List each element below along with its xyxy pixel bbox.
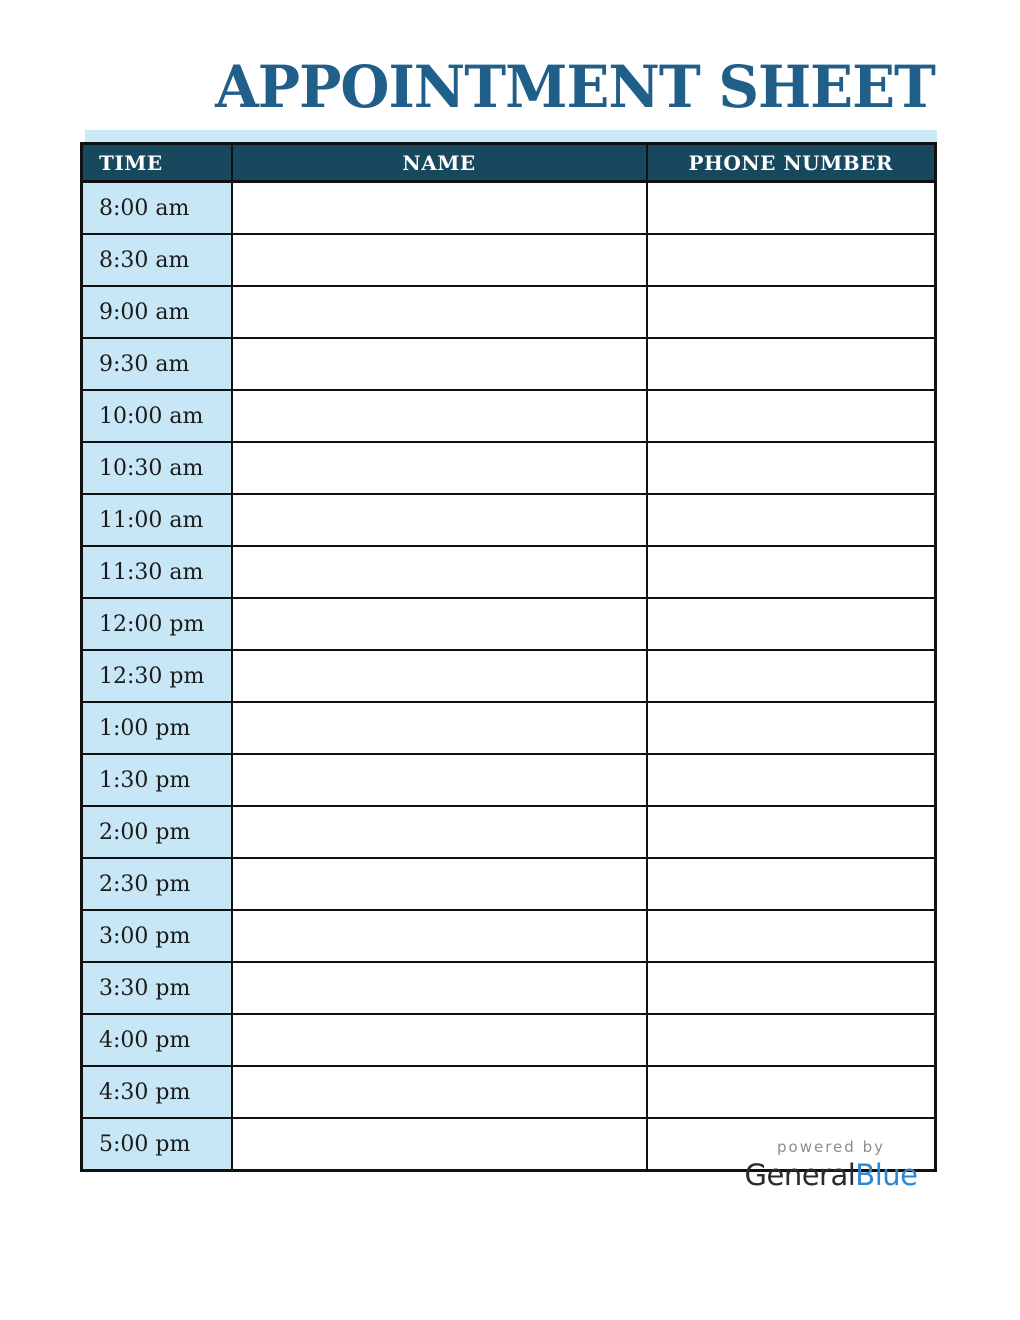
phone-cell[interactable] xyxy=(647,598,936,650)
brand-general: General xyxy=(744,1158,856,1192)
table-row xyxy=(82,754,936,806)
table-row xyxy=(82,546,936,598)
name-cell[interactable] xyxy=(232,442,647,494)
phone-cell[interactable] xyxy=(647,442,936,494)
table-row xyxy=(82,442,936,494)
phone-cell[interactable] xyxy=(647,650,936,702)
name-cell[interactable] xyxy=(232,1066,647,1118)
time-cell: 11:00 am xyxy=(82,494,232,546)
column-header-phone: PHONE NUMBER xyxy=(647,144,936,182)
table-row xyxy=(82,1014,936,1066)
table-row xyxy=(82,286,936,338)
name-cell[interactable] xyxy=(232,286,647,338)
name-cell[interactable] xyxy=(232,650,647,702)
time-cell: 10:00 am xyxy=(82,390,232,442)
powered-by-label: powered by xyxy=(777,1138,885,1156)
time-cell: 11:30 am xyxy=(82,546,232,598)
table-row xyxy=(82,338,936,390)
time-cell: 8:30 am xyxy=(82,234,232,286)
table-row xyxy=(82,234,936,286)
time-cell: 8:00 am xyxy=(82,182,232,235)
time-cell: 3:30 pm xyxy=(82,962,232,1014)
time-cell: 2:30 pm xyxy=(82,858,232,910)
phone-cell[interactable] xyxy=(647,234,936,286)
table-row xyxy=(82,702,936,754)
name-cell[interactable] xyxy=(232,962,647,1014)
header-row xyxy=(82,144,936,182)
page-title: APPOINTMENT SHEET xyxy=(215,53,935,121)
phone-cell[interactable] xyxy=(647,754,936,806)
name-cell[interactable] xyxy=(232,806,647,858)
name-cell[interactable] xyxy=(232,1014,647,1066)
name-cell[interactable] xyxy=(232,1118,647,1171)
phone-cell[interactable] xyxy=(647,1066,936,1118)
name-cell[interactable] xyxy=(232,338,647,390)
time-cell: 3:00 pm xyxy=(82,910,232,962)
time-cell: 12:00 pm xyxy=(82,598,232,650)
name-cell[interactable] xyxy=(232,390,647,442)
phone-cell[interactable] xyxy=(647,962,936,1014)
time-cell: 12:30 pm xyxy=(82,650,232,702)
table-row xyxy=(82,390,936,442)
generalblue-logo xyxy=(742,1158,920,1192)
phone-cell[interactable] xyxy=(647,286,936,338)
time-cell: 9:30 am xyxy=(82,338,232,390)
time-cell: 9:00 am xyxy=(82,286,232,338)
name-cell[interactable] xyxy=(232,598,647,650)
table-row xyxy=(82,806,936,858)
phone-cell[interactable] xyxy=(647,546,936,598)
column-header-name: NAME xyxy=(232,144,647,182)
table-row xyxy=(82,598,936,650)
phone-cell[interactable] xyxy=(647,806,936,858)
phone-cell[interactable] xyxy=(647,858,936,910)
name-cell[interactable] xyxy=(232,234,647,286)
table-body xyxy=(82,182,936,1171)
name-cell[interactable] xyxy=(232,702,647,754)
table-row xyxy=(82,1066,936,1118)
time-cell: 10:30 am xyxy=(82,442,232,494)
column-header-time: TIME xyxy=(82,144,232,182)
appointment-table xyxy=(80,142,937,1172)
time-cell: 4:00 pm xyxy=(82,1014,232,1066)
name-cell[interactable] xyxy=(232,546,647,598)
table-row xyxy=(82,650,936,702)
table-row xyxy=(82,494,936,546)
time-cell: 2:00 pm xyxy=(82,806,232,858)
table-row xyxy=(82,910,936,962)
name-cell[interactable] xyxy=(232,858,647,910)
phone-cell[interactable] xyxy=(647,702,936,754)
name-cell[interactable] xyxy=(232,910,647,962)
time-cell: 1:30 pm xyxy=(82,754,232,806)
table-row xyxy=(82,182,936,235)
time-cell: 5:00 pm xyxy=(82,1118,232,1171)
name-cell[interactable] xyxy=(232,182,647,235)
phone-cell[interactable] xyxy=(647,338,936,390)
time-cell: 1:00 pm xyxy=(82,702,232,754)
phone-cell[interactable] xyxy=(647,494,936,546)
name-cell[interactable] xyxy=(232,754,647,806)
time-cell: 4:30 pm xyxy=(82,1066,232,1118)
brand-footer xyxy=(742,1138,920,1192)
brand-blue: Blue xyxy=(855,1158,918,1192)
table-row xyxy=(82,962,936,1014)
phone-cell[interactable] xyxy=(647,390,936,442)
name-cell[interactable] xyxy=(232,494,647,546)
table-row xyxy=(82,858,936,910)
phone-cell[interactable] xyxy=(647,1014,936,1066)
phone-cell[interactable] xyxy=(647,910,936,962)
table-header xyxy=(82,144,936,182)
phone-cell[interactable] xyxy=(647,182,936,235)
